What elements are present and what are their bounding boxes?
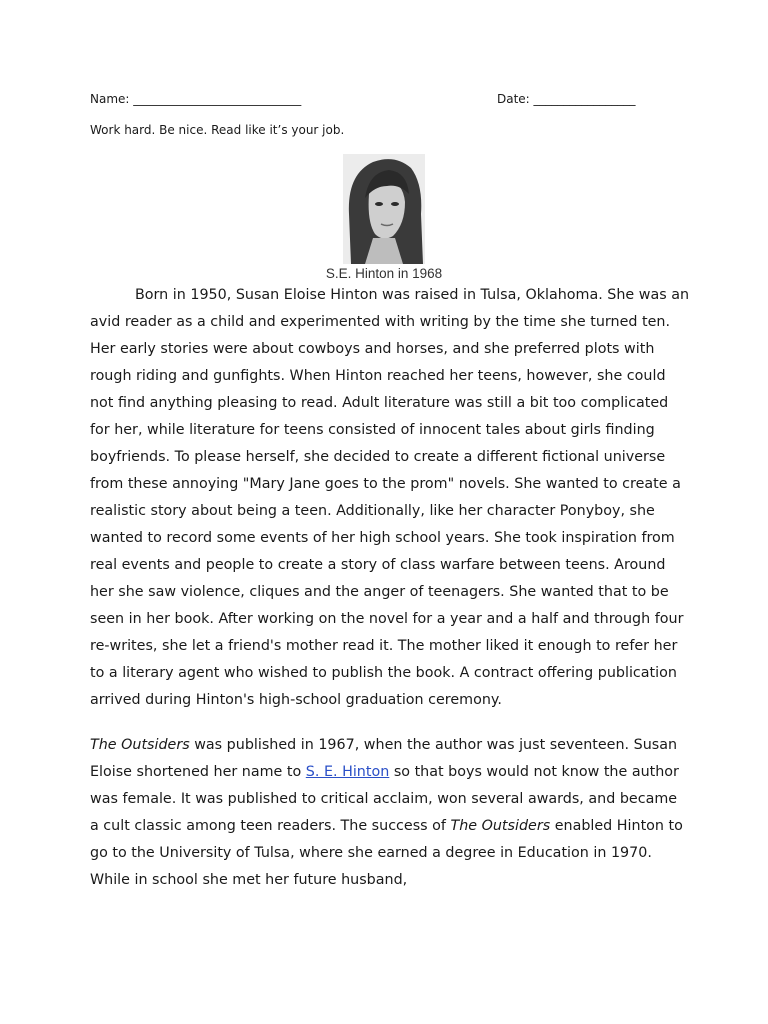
header-row (90, 92, 690, 108)
paragraph-2-text-1: was published in 1967, when the author was just seventeen. Susan Eloise shortened her name to (90, 737, 678, 780)
paragraph-2-text-2: so that boys would not know the author was female. It was published to critical acclaim, won several awards, and became a cult classic among teen readers. The success of (90, 764, 679, 834)
paragraph-2-text-3: enabled Hinton to go to the University of Tulsa, where she earned a degree in Education in 1970. While in school she met her future husband, (90, 818, 683, 888)
book-title-2: The Outsiders (450, 818, 551, 834)
photo-figure (300, 154, 468, 282)
paragraph-2 (90, 732, 690, 894)
name-field[interactable]: Name: ____________________________ (90, 92, 302, 106)
paragraph-1: Born in 1950, Susan Eloise Hinton was raised in Tulsa, Oklahoma. She was an avid reader as a child and experimented with writing by the time she turned ten. Her early stories were about cowboys and horses, and she preferred plots with rough riding and gunfights. When Hinton reached her teens, however, she could not find anything pleasing to read. Adult literature was still a bit too complicated for her, while literature for teens consisted of innocent tales about girls finding boyfriends. To please herself, she decided to create a different fictional universe from these annoying "Mary Jane goes to the prom" novels. She wanted to create a realistic story about being a teen. Additionally, like her character Ponyboy, she wanted to record some events of her high school years. She took inspiration from real events and people to create a story of class warfare between teens. Around her she saw violence, cliques and the anger of teenagers. She wanted that to be seen in her book. After working on the novel for a year and a half and through four re-writes, she let a friend's mother read it. The mother liked it enough to refer her to a literary agent who wished to publish the book. A contract offering publication arrived during Hinton's high-school graduation ceremony. (90, 287, 690, 708)
book-title: The Outsiders (90, 737, 190, 753)
photo-caption: S.E. Hinton in 1968 (325, 266, 443, 281)
portrait-image (343, 154, 425, 264)
author-photo (343, 154, 425, 264)
author-link[interactable]: S. E. Hinton (305, 764, 390, 780)
motto: Work hard. Be nice. Read like it’s your job. (90, 123, 345, 137)
body-text (90, 282, 690, 894)
date-field[interactable]: Date: _________________ (497, 92, 636, 106)
